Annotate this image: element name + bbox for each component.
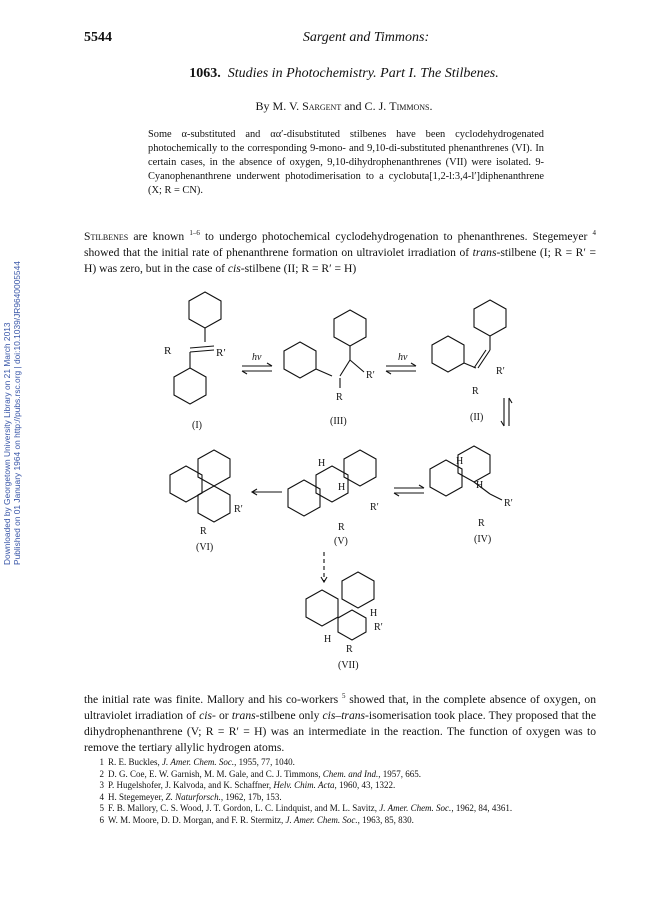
- svg-text:R′: R′: [504, 498, 513, 509]
- ref-citation: 4: [592, 229, 596, 237]
- label-R: R: [164, 345, 172, 357]
- reference-item: 3 P. Hugelshofer, J. Kalvoda, and K. Schaffner, Helv. Chim. Acta, 1960, 43, 1322.: [99, 780, 396, 791]
- authors: By M. V. Sargent and C. J. Timmons.: [255, 99, 433, 113]
- svg-text:R: R: [472, 386, 479, 397]
- body-paragraph-2: the initial rate was finite. Mallory and his co-workers $^5$ showed that, in the complete absence of oxygen, on ultraviolet irradiation of cis- or trans-stilbene only cis–trans-isomerisation took place. They proposed that the dihydrophenanthrene (V; R = R′ = H) was an intermediate in the reaction. The function of oxygen was to remove the tertiary allylic hydrogen atoms.: [84, 692, 596, 754]
- article-number: 1063.: [189, 66, 221, 81]
- references: [84, 757, 596, 827]
- svg-text:H: H: [370, 608, 378, 619]
- structure-VI: [170, 450, 230, 522]
- svg-text:R: R: [338, 522, 345, 533]
- hv-label: hν: [252, 352, 262, 363]
- structure-IV: [430, 446, 502, 500]
- svg-text:R′: R′: [234, 504, 243, 515]
- svg-text:R′: R′: [496, 366, 505, 377]
- label-II: (II): [470, 412, 484, 423]
- article-title: [84, 66, 604, 82]
- svg-text:R: R: [336, 392, 343, 403]
- structure-II: [432, 300, 506, 372]
- label-V: (V): [334, 536, 348, 547]
- ref-citation: 5: [341, 692, 346, 700]
- ref-citation: 1–6: [189, 229, 200, 237]
- label-VII: (VII): [338, 660, 359, 671]
- reference-item: 2 D. G. Coe, E. W. Garnish, M. M. Gale, and C. J. Timmons, Chem. and Ind., 1957, 665.: [99, 768, 422, 779]
- svg-text:R′: R′: [374, 622, 383, 633]
- article-title-text: Studies in Photochemistry. Part I. The Stilbenes.: [227, 66, 499, 81]
- reference-item: 5 F. B. Mallory, C. S. Wood, J. T. Gordon, L. C. Lindquist, and M. L. Savitz, J. Amer. Chem. Soc., 1962, 84, 4361.: [99, 803, 513, 814]
- label-IV: (IV): [474, 534, 492, 545]
- structure-III: [284, 310, 366, 388]
- reaction-scheme: [0, 280, 672, 680]
- page-number: 5544: [84, 30, 112, 45]
- svg-text:hν: hν: [398, 352, 408, 363]
- author-sargent: Sargent: [302, 99, 342, 113]
- svg-text:R: R: [346, 644, 353, 655]
- svg-text:R′: R′: [370, 502, 379, 513]
- svg-text:R′: R′: [366, 370, 375, 381]
- label-I: (I): [192, 420, 202, 431]
- structure-I: [174, 292, 221, 404]
- label-III: (III): [330, 416, 347, 427]
- svg-text:H: H: [338, 482, 346, 493]
- label-Rprime: R′: [216, 347, 226, 359]
- label-VI: (VI): [196, 542, 214, 553]
- svg-text:R: R: [200, 526, 207, 537]
- structure-VII: [306, 572, 374, 640]
- reference-item: 1 R. E. Buckles, J. Amer. Chem. Soc., 1955, 77, 1040.: [99, 757, 295, 767]
- structure-V: [288, 450, 376, 516]
- running-head: Sargent and Timmons:: [302, 30, 430, 45]
- abstract: Some α-substituted and αα′-disubstituted stilbenes have been cyclodehydrogenated photochemically to the corresponding 9-mono- and 9,10-di-substituted phenanthrenes (VI). In certain cases, in the absence of oxygen, 9,10-dihydrophenanthrenes (VII) were isolated. 9-Cyanophenanthrene underwent photodimerisation to a cyclobuta[1,2-l:3,4-l′]diphenanthrene (X; R = CN).: [148, 129, 544, 197]
- svg-text:H: H: [318, 458, 326, 469]
- svg-text:H: H: [456, 456, 464, 467]
- author-timmons: Timmons.: [389, 99, 433, 113]
- reference-item: 4 H. Stegemeyer, Z. Naturforsch., 1962, 17b, 153.: [99, 791, 282, 802]
- publication-notice[interactable]: Published on 01 January 1964 on http://pubs.rsc.org | doi:10.1039/JR9640005544: [12, 261, 22, 565]
- reference-item: 6 W. M. Moore, D. D. Morgan, and F. R. Stermitz, J. Amer. Chem. Soc., 1963, 85, 830.: [99, 814, 414, 825]
- svg-text:H: H: [476, 480, 484, 491]
- body-paragraph-1: Stilbenes are known $^{1-6}$ to undergo photochemical cyclodehydrogenation to phenanthrenes. Stegemeyer $^4$ showed that the initial rate of phenanthrene formation on ultraviolet irradiation of trans-stilbene (I; R = R′ = H) was zero, but in the case of cis-stilbene (II; R = R′ = H): [84, 229, 597, 275]
- svg-text:R: R: [478, 518, 485, 529]
- download-notice: Downloaded by Georgetown University Library on 21 March 2013: [2, 322, 12, 565]
- svg-text:H: H: [324, 634, 332, 645]
